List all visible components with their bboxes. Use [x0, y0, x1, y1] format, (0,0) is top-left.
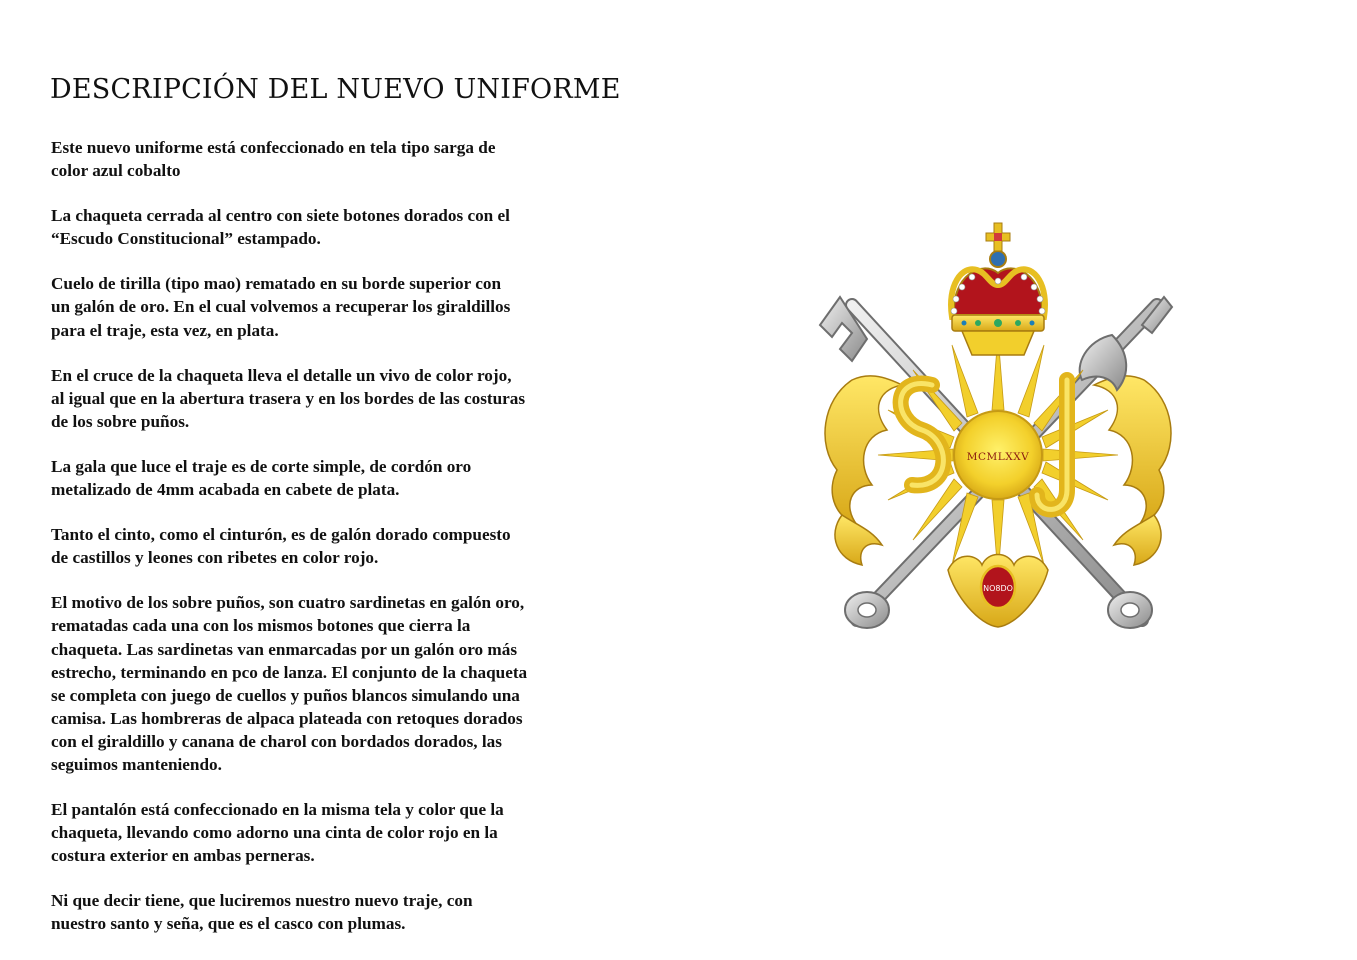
paragraph-helmet: Ni que decir tiene, que luciremos nuestro nuevo traje, con nuestro santo y seña, que es el casco con plumas.: [51, 891, 473, 934]
royal-crown-icon: [951, 223, 1045, 355]
paragraph-collar: Cuelo de tirilla (tipo mao) rematado en su borde superior con un galón de oro. En el cual volvemos a recuperar los giraldillos para el traje, esta vez, en plata.: [51, 274, 511, 340]
paragraph-gala-cord: La gala que luce el traje es de corte simple, de cordón oro metalizado de 4mm acabada en cabete de plata.: [51, 456, 472, 500]
description-body: [51, 136, 636, 958]
coat-of-arms-emblem: [812, 215, 1184, 635]
paragraph-red-piping: En el cruce de la chaqueta lleva el detalle un vivo de color rojo, al igual que en la abertura trasera y en los bordes de las costuras de los sobre puños.: [51, 365, 526, 431]
paragraph-jacket-buttons: La chaqueta cerrada al centro con siete botones dorados con el “Escudo Constitucional” estampado.: [51, 206, 510, 249]
no8do-medallion: [948, 555, 1048, 628]
page-title: DESCRIPCIÓN DEL NUEVO UNIFORME: [50, 74, 621, 105]
scroll-ornament-left: [825, 376, 902, 565]
medallion-text: NO8DO: [983, 584, 1013, 593]
paragraph-trousers: El pantalón está confeccionado en la misma tela y color que la chaqueta, llevando como adorno una cinta de color rojo en la costura exterior en ambas perneras.: [51, 800, 504, 866]
sun-roman-numerals: MCMLXXV: [966, 451, 1030, 463]
paragraph-belt: Tanto el cinto, como el cinturón, es de galón dorado compuesto de castillos y leones con ribetes en color rojo.: [51, 525, 511, 568]
paragraph-fabric: Este nuevo uniforme está confeccionado en tela tipo sarga de color azul cobalto: [51, 138, 496, 181]
scroll-ornament-right: [1094, 376, 1171, 565]
paragraph-cuffs: El motivo de los sobre puños, son cuatro sardinetas en galón oro, rematadas cada una con los mismos botones que cierra la chaqueta. Las sardinetas van enmarcadas por un galón oro más estrecho, terminando en pco de lanza. El conjunto de la chaqueta se completa con juego de cuellos y puños blancos simulando una camisa. Las hombreras de alpaca plateada con retoques dorados con el giraldillo y canana de charol con bordados dorados, las seguimos manteniendo.: [51, 593, 528, 774]
